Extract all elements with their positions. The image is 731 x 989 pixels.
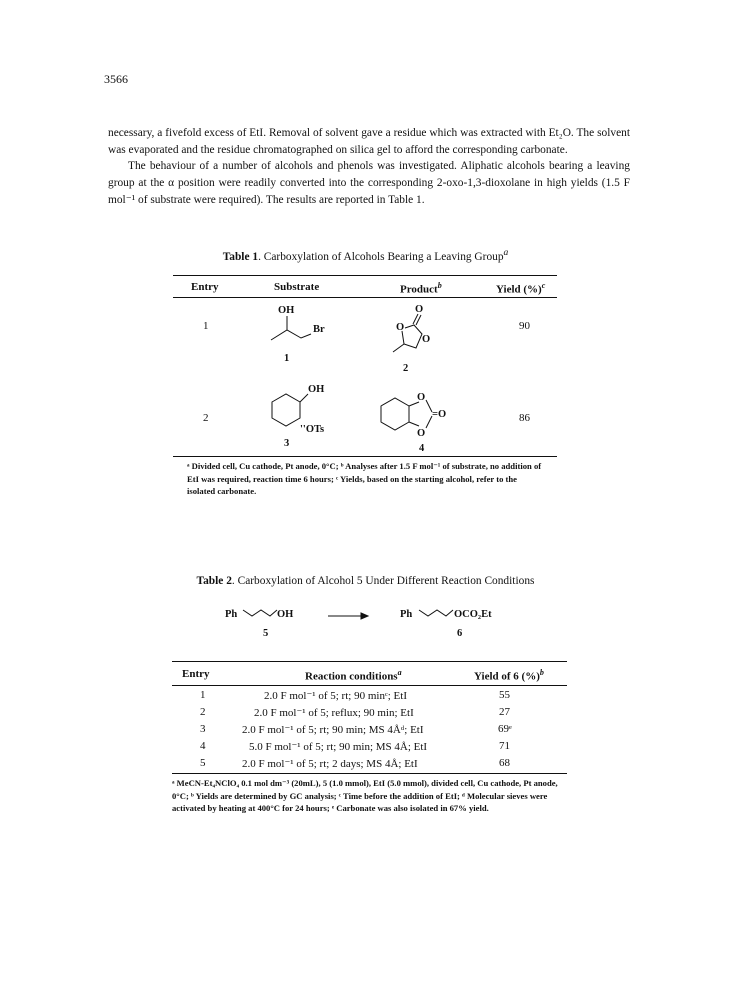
table2-top-rule (172, 661, 567, 662)
product-num: 6 (457, 628, 463, 639)
table1-header-product-sup: b (437, 281, 442, 290)
reaction-scheme (225, 600, 525, 650)
table1-label: Table 1 (222, 250, 259, 263)
structure-3-ring (272, 394, 300, 426)
reactant-num: 5 (263, 628, 269, 639)
reactant-oh: OH (277, 609, 294, 620)
table-row (172, 757, 567, 774)
table1-header-entry: Entry (191, 281, 219, 293)
table2-row1-entry: 1 (200, 689, 206, 701)
structure-2-carbonyl-o: O (415, 304, 424, 315)
structure-2-methyl (393, 344, 404, 352)
table2-header-yield (474, 668, 544, 683)
structure-4 (375, 382, 465, 442)
table2-header-conditions (305, 668, 402, 683)
table2-header-rule (172, 685, 567, 686)
structure-4-cyclohexane (381, 398, 409, 430)
table2-label: Table 2 (196, 575, 232, 587)
table2-row3-yield: 69ᵉ (498, 723, 512, 735)
table1-row1-entry: 1 (203, 320, 209, 332)
structure-4-bond-bottom (409, 422, 419, 426)
table2-header-entry: Entry (182, 668, 210, 680)
table2-row2-yield: 27 (499, 706, 510, 718)
table2-row1-yield: 55 (499, 689, 510, 701)
table2-caption (0, 575, 731, 587)
table1-caption-text: . Carboxylation of Alcohols Bearing a Leaving Group (258, 250, 504, 263)
table1-top-rule (173, 275, 557, 276)
table2-row4-entry: 4 (200, 740, 206, 752)
table1-row2-product-num: 4 (419, 443, 425, 454)
table2-row5-entry: 5 (200, 757, 206, 769)
table2-row3-entry: 3 (200, 723, 206, 735)
table2-header-yield-text: Yield of 6 (%) (474, 670, 540, 683)
structure-3-oh-bond (300, 394, 308, 402)
table2-row1-conditions: 2.0 F mol⁻¹ of 5; rt; 90 minᶜ; EtI (264, 690, 407, 702)
table-row (172, 723, 567, 740)
page-number: 3566 (104, 72, 128, 86)
table1-header-yield-sup: c (541, 281, 546, 290)
structure-2-ring (402, 325, 422, 348)
structure-2 (388, 300, 458, 364)
table2-header-conditions-sup: a (397, 668, 402, 677)
table2-bottom-rule (172, 773, 567, 774)
reactant-chain (243, 610, 277, 616)
structure-3-ots-label: ''OTs (300, 424, 325, 435)
table-row (172, 706, 567, 723)
structure-1-chain (271, 330, 311, 340)
table1-footnote: ᵃ Divided cell, Cu cathode, Pt anode, 0°C; ᵇ Analyses after 1.5 F mol⁻¹ of substrate, no addition of EtI was required, reaction time 6 hours; ᶜ Yields, based on the starting alcohol, refer to the isolated carbonate. (187, 461, 542, 496)
table1-header-yield (496, 281, 545, 296)
paragraph-2: The behaviour of a number of alcohols and phenols was investigated. Aliphatic alcohols bearing a leaving group at the α position were readily converted into the corresponding 2-oxo-1,3-dioxolane in high yields (1.5 F mol⁻¹ of substrate were required). The results are reported in Table 1. (108, 160, 630, 206)
table1-caption (0, 248, 731, 263)
structure-1-oh-label: OH (278, 305, 295, 316)
table2-row4-conditions: 5.0 F mol⁻¹ of 5; rt; 90 min; MS 4Å; EtI (249, 741, 428, 753)
table1-caption-sup: a (503, 248, 509, 258)
table1-row1-product-num: 2 (403, 363, 409, 374)
table1-row2-entry: 2 (203, 412, 209, 424)
table2-row5-yield: 68 (499, 757, 510, 769)
table-row (172, 689, 567, 706)
structure-1 (255, 300, 335, 360)
table1-row2-yield: 86 (519, 412, 530, 424)
table-row (172, 740, 567, 757)
structure-2-ring-o-right: O (422, 334, 431, 345)
table2-row4-yield: 71 (499, 740, 510, 752)
reaction-arrowhead (361, 613, 368, 619)
table1-row2-substrate-num: 3 (284, 438, 290, 449)
table2-row5-conditions: 2.0 F mol⁻¹ of 5; rt; 2 days; MS 4Å; EtI (242, 758, 418, 770)
table2-caption-text: . Carboxylation of Alcohol 5 Under Different Reaction Conditions (231, 575, 535, 587)
structure-3-oh-label: OH (308, 384, 325, 395)
structure-4-carbonyl-label: =O (432, 409, 447, 420)
table1-row1-substrate-num: 1 (284, 353, 290, 364)
structure-4-o-top: O (417, 392, 426, 403)
table2-header-yield-sup: b (539, 668, 544, 677)
table1-header-yield-text: Yield (%) (496, 283, 542, 296)
table2-row2-entry: 2 (200, 706, 206, 718)
table2-header-conditions-text: Reaction conditions (305, 670, 398, 683)
table2-row3-conditions: 2.0 F mol⁻¹ of 5; rt; 90 min; MS 4Åᵈ; EtI (242, 724, 424, 736)
structure-1-br-label: Br (313, 324, 325, 335)
table1-header-product (400, 281, 442, 296)
table2-footnote: ᵃ MeCN-Et₄NClO₄ 0.1 mol dm⁻³ (20mL), 5 (1.0 mmol), EtI (5.0 mmol), divided cell, Cu cathode, Pt anode, 0°C; ᵇ Yields are determined by GC analysis; ᶜ Time before the addition of EtI; ᵈ Molecular sieves were activated by heating at 400°C for 24 hours; ᵉ Carbonate was also isolated in 67% yield. (172, 778, 558, 813)
table1-header-rule (173, 297, 557, 298)
product-chain (419, 610, 453, 616)
table1-bottom-rule (173, 456, 557, 457)
table1-header-substrate: Substrate (274, 281, 320, 293)
reactant-ph: Ph (225, 609, 238, 620)
table2-row2-conditions: 2.0 F mol⁻¹ of 5; reflux; 90 min; EtI (254, 707, 414, 719)
paragraph-1: necessary, a fivefold excess of EtI. Removal of solvent gave a residue which was extracted with Et₂O. The solvent was evaporated and the residue chromatographed on silica gel to afford the corresponding carbonate. (108, 127, 630, 156)
table1-header-product-text: Product (400, 283, 438, 296)
structure-4-o-bottom: O (417, 428, 426, 439)
structure-3 (258, 380, 348, 440)
product-group: OCO₂Et (454, 609, 492, 620)
structure-2-ring-o-left: O (396, 322, 405, 333)
table1-row1-yield: 90 (519, 320, 530, 332)
product-ph: Ph (400, 609, 413, 620)
